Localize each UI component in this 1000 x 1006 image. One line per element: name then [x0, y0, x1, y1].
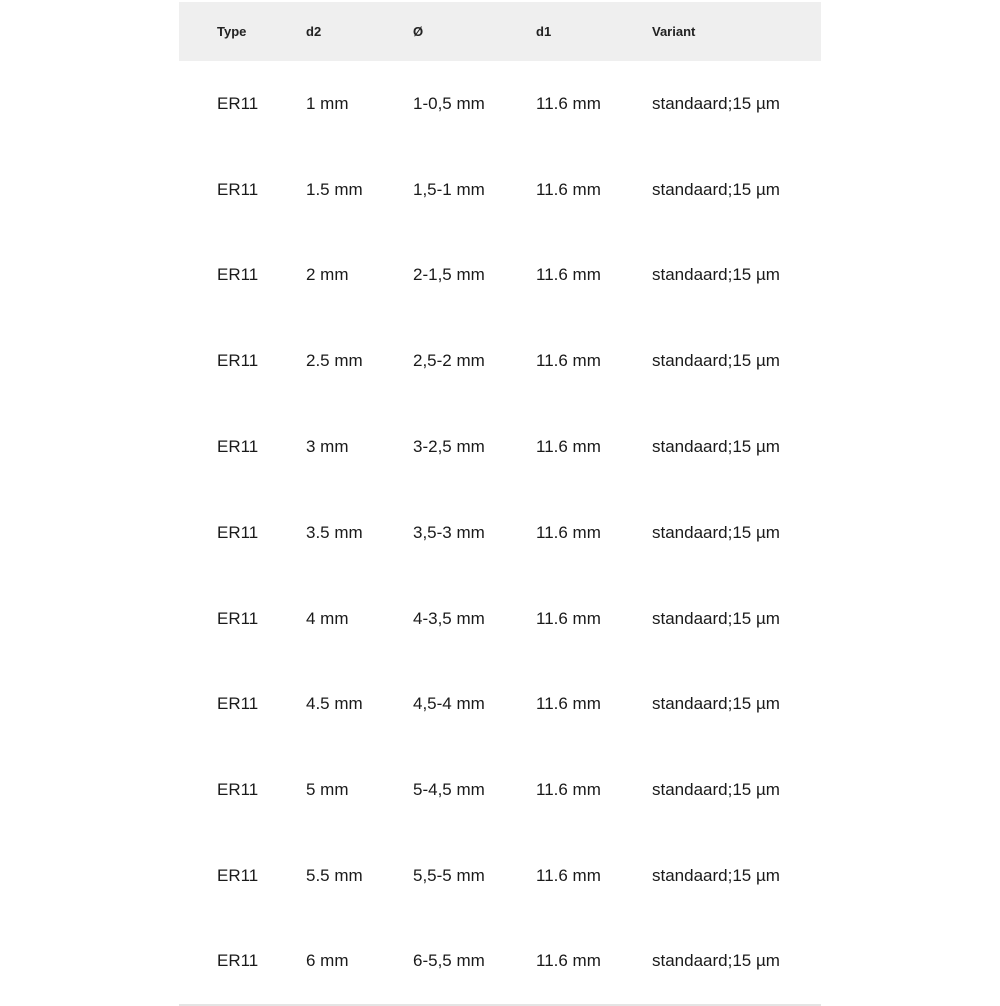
cell-diameter: 2,5-2 mm [413, 351, 485, 371]
cell-variant: standaard;15 µm [652, 608, 780, 628]
cell-variant: standaard;15 µm [652, 93, 780, 113]
table-row [179, 662, 821, 748]
cell-d1: 11.6 mm [536, 866, 601, 886]
cell-d2: 1 mm [306, 93, 349, 113]
cell-d1: 11.6 mm [536, 179, 601, 199]
cell-diameter: 6-5,5 mm [413, 951, 485, 971]
cell-d2: 5.5 mm [306, 866, 363, 886]
cell-type: ER11 [217, 437, 259, 457]
product-spec-table-container [179, 2, 821, 1006]
cell-d1: 11.6 mm [536, 522, 601, 542]
cell-diameter: 1-0,5 mm [413, 93, 485, 113]
cell-type: ER11 [217, 608, 259, 628]
cell-type: ER11 [217, 780, 259, 800]
cell-d1: 11.6 mm [536, 780, 601, 800]
table-row [179, 490, 821, 576]
table-row [179, 747, 821, 833]
cell-d1: 11.6 mm [536, 351, 601, 371]
cell-type: ER11 [217, 694, 259, 714]
cell-diameter: 5,5-5 mm [413, 866, 485, 886]
cell-diameter: 4,5-4 mm [413, 694, 485, 714]
cell-diameter: 3,5-3 mm [413, 522, 485, 542]
cell-diameter: 1,5-1 mm [413, 179, 485, 199]
cell-d1: 11.6 mm [536, 694, 601, 714]
cell-variant: standaard;15 µm [652, 951, 780, 971]
cell-diameter: 3-2,5 mm [413, 437, 485, 457]
column-header-d1: d1 [536, 24, 552, 39]
table-row [179, 404, 821, 490]
cell-d1: 11.6 mm [536, 437, 601, 457]
cell-d2: 3 mm [306, 437, 349, 457]
cell-d2: 3.5 mm [306, 522, 363, 542]
column-header-diameter: Ø [413, 24, 424, 39]
cell-variant: standaard;15 µm [652, 694, 780, 714]
cell-type: ER11 [217, 866, 259, 886]
cell-d1: 11.6 mm [536, 608, 601, 628]
cell-diameter: 4-3,5 mm [413, 608, 485, 628]
cell-diameter: 2-1,5 mm [413, 265, 485, 285]
cell-d1: 11.6 mm [536, 93, 601, 113]
cell-d2: 4.5 mm [306, 694, 363, 714]
cell-type: ER11 [217, 522, 259, 542]
product-spec-table [179, 2, 821, 1006]
cell-d2: 6 mm [306, 951, 349, 971]
table-header [179, 2, 821, 61]
table-row [179, 147, 821, 233]
cell-type: ER11 [217, 351, 259, 371]
table-row [179, 233, 821, 319]
table-header-row [179, 2, 821, 61]
column-header-variant: Variant [652, 24, 696, 39]
cell-variant: standaard;15 µm [652, 780, 780, 800]
cell-d1: 11.6 mm [536, 951, 601, 971]
cell-d2: 5 mm [306, 780, 349, 800]
cell-variant: standaard;15 µm [652, 437, 780, 457]
column-header-type: Type [217, 24, 247, 39]
cell-d2: 2.5 mm [306, 351, 363, 371]
cell-d2: 4 mm [306, 608, 349, 628]
table-body [179, 61, 821, 1005]
cell-type: ER11 [217, 265, 259, 285]
table-row [179, 576, 821, 662]
table-row [179, 919, 821, 1005]
cell-type: ER11 [217, 951, 259, 971]
cell-variant: standaard;15 µm [652, 265, 780, 285]
cell-variant: standaard;15 µm [652, 179, 780, 199]
cell-variant: standaard;15 µm [652, 522, 780, 542]
cell-type: ER11 [217, 179, 259, 199]
cell-d1: 11.6 mm [536, 265, 601, 285]
cell-variant: standaard;15 µm [652, 351, 780, 371]
cell-d2: 2 mm [306, 265, 349, 285]
table-row [179, 833, 821, 919]
cell-variant: standaard;15 µm [652, 866, 780, 886]
cell-type: ER11 [217, 93, 259, 113]
cell-diameter: 5-4,5 mm [413, 780, 485, 800]
column-header-d2: d2 [306, 24, 322, 39]
cell-d2: 1.5 mm [306, 179, 363, 199]
table-row [179, 61, 821, 147]
table-row [179, 318, 821, 404]
